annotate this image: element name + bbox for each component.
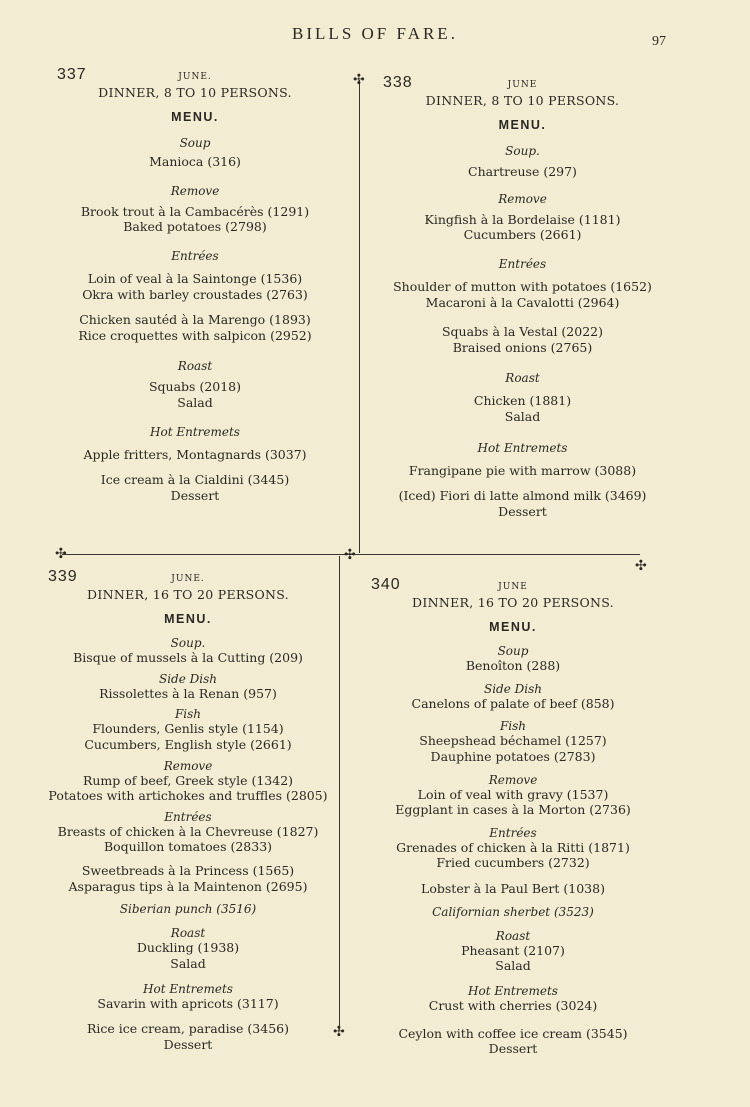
course-heading: Soup. xyxy=(170,636,206,650)
menu-dinner: DINNER, 16 TO 20 PERSONS. xyxy=(412,595,614,610)
menu-item: Sweetbreads à la Princess (1565) xyxy=(81,863,295,878)
menu-title: MENU. xyxy=(164,612,212,626)
menu-item: Flounders, Genlis style (1154) xyxy=(92,721,284,737)
menu-item: Eggplant in cases à la Morton (2736) xyxy=(395,802,631,818)
menu-item: Okra with barley croustades (2763) xyxy=(82,286,308,302)
menu-item: Salad xyxy=(495,958,531,974)
menu-item: Boquillon tomatoes (2833) xyxy=(103,839,273,855)
menu-dinner: DINNER, 8 TO 10 PERSONS. xyxy=(98,85,292,100)
menu-item: Chartreuse (297) xyxy=(468,164,577,179)
menu-339 xyxy=(28,568,348,1052)
page-header: BILLS OF FARE. xyxy=(292,24,458,43)
menu-item: Macaroni à la Cavalotti (2964) xyxy=(425,294,620,310)
menu-item: Rump of beef, Greek style (1342) xyxy=(82,772,294,788)
menu-month: JUNE xyxy=(507,80,538,90)
menu-item: Salad xyxy=(177,395,213,410)
menu-month: JUNE xyxy=(498,582,528,592)
course-heading: Hot Entremets xyxy=(150,424,240,439)
menu-dinner: DINNER, 16 TO 20 PERSONS. xyxy=(87,587,289,602)
menu-item: Brook trout à la Cambacérès (1291) xyxy=(80,203,310,219)
menu-item: Manioca (316) xyxy=(149,154,241,169)
menu-340 xyxy=(358,576,668,1057)
menu-item: Sheepshead béchamel (1257) xyxy=(419,733,607,749)
course-heading: Hot Entremets xyxy=(143,981,233,996)
ornament-center: ✣ xyxy=(344,547,356,563)
menu-item: Squabs à la Vestal (2022) xyxy=(441,324,603,340)
menu-number: 338 xyxy=(383,74,413,91)
course-heading: Roast xyxy=(170,926,206,941)
course-heading: Remove xyxy=(170,183,220,198)
menu-item: Salad xyxy=(170,955,206,971)
course-heading: Roast xyxy=(177,359,213,374)
menu-item: Breasts of chicken à la Chevreuse (1827) xyxy=(57,823,319,839)
menu-item: Cucumbers, English style (2661) xyxy=(84,736,292,752)
menu-item: Dessert xyxy=(163,1036,213,1052)
menu-month: JUNE. xyxy=(178,72,212,82)
menu-number: 339 xyxy=(48,568,78,585)
course-heading: Roast xyxy=(495,928,531,943)
course-heading: Fish xyxy=(174,707,202,722)
menu-item: (Iced) Fiori di latte almond milk (3469) xyxy=(398,488,647,504)
course-heading: Entrées xyxy=(171,248,219,263)
menu-item: Loin of veal à la Saintonge (1536) xyxy=(87,270,303,286)
menu-338 xyxy=(370,74,675,520)
menu-item: Crust with cherries (3024) xyxy=(428,997,598,1013)
menu-item: Dauphine potatoes (2783) xyxy=(430,748,596,764)
menu-month: JUNE. xyxy=(171,574,205,584)
menu-number: 337 xyxy=(57,66,87,83)
menu-item: Ice cream à la Cialdini (3445) xyxy=(100,472,290,488)
menu-item: Canelons of palate of beef (858) xyxy=(411,695,615,711)
course-heading: Remove xyxy=(488,772,538,787)
menu-item: Salad xyxy=(504,409,541,424)
menu-item: Pheasant (2107) xyxy=(461,942,565,958)
menu-item: Chicken sautéd à la Marengo (1893) xyxy=(79,312,311,328)
ornament-left: ✣ xyxy=(55,546,67,562)
menu-item: Frangipane pie with marrow (3088) xyxy=(408,462,637,478)
ornament-bottom: ✣ xyxy=(333,1024,345,1040)
menu-title: MENU. xyxy=(498,118,547,132)
menu-item: Dessert xyxy=(498,503,547,519)
course-heading: Side Dish xyxy=(158,671,217,686)
course-heading: Entrées xyxy=(164,809,212,824)
menu-item: Potatoes with artichokes and truffles (2805) xyxy=(48,788,328,804)
course-heading: Soup xyxy=(179,136,211,150)
menu-item: Grenades of chicken à la Ritti (1871) xyxy=(396,839,630,855)
menu-item: Braised onions (2765) xyxy=(452,339,593,355)
menu-item: Chicken (1881) xyxy=(473,393,572,409)
menu-item: Rice croquettes with salpicon (2952) xyxy=(78,327,312,343)
menu-item: Rissolettes à la Renan (957) xyxy=(99,685,277,701)
vertical-divider-top xyxy=(359,80,360,553)
menu-item: Dessert xyxy=(488,1041,538,1057)
course-heading: Siberian punch (3516) xyxy=(119,902,257,917)
course-heading: Soup. xyxy=(505,144,540,158)
menu-item: Dessert xyxy=(170,487,220,503)
course-heading: Remove xyxy=(163,758,213,773)
menu-item: Ceylon with coffee ice cream (3545) xyxy=(398,1025,628,1041)
menu-item: Rice ice cream, paradise (3456) xyxy=(86,1021,289,1037)
course-heading: Fish xyxy=(499,719,527,734)
course-heading: Roast xyxy=(505,371,540,386)
menu-item: Squabs (2018) xyxy=(148,379,242,395)
menu-item: Bisque of mussels à la Cutting (209) xyxy=(73,650,303,665)
ornament-top: ✣ xyxy=(353,72,365,88)
menu-item: Apple fritters, Montagnards (3037) xyxy=(83,446,307,462)
menu-item: Lobster à la Paul Bert (1038) xyxy=(421,881,605,896)
menu-item: Shoulder of mutton with potatoes (1652) xyxy=(393,278,652,294)
course-heading: Californian sherbet (3523) xyxy=(432,904,594,919)
course-heading: Remove xyxy=(498,191,547,206)
course-heading: Side Dish xyxy=(483,681,542,696)
menu-item: Asparagus tips à la Maintenon (2695) xyxy=(68,878,308,894)
menu-item: Duckling (1938) xyxy=(136,940,240,956)
course-heading: Hot Entremets xyxy=(468,983,558,998)
menu-dinner: DINNER, 8 TO 10 PERSONS. xyxy=(425,93,620,108)
menu-item: Loin of veal with gravy (1537) xyxy=(417,786,609,802)
menu-item: Kingfish à la Bordelaise (1181) xyxy=(424,211,621,227)
menu-item: Savarin with apricots (3117) xyxy=(97,995,279,1011)
course-heading: Soup xyxy=(497,644,529,658)
course-heading: Hot Entremets xyxy=(477,440,568,455)
menu-number: 340 xyxy=(371,576,401,593)
menu-item: Benoîton (288) xyxy=(465,658,561,673)
menu-item: Baked potatoes (2798) xyxy=(123,219,267,235)
menu-item: Cucumbers (2661) xyxy=(463,227,582,243)
menu-item: Fried cucumbers (2732) xyxy=(436,855,590,871)
menu-title: MENU. xyxy=(171,110,219,124)
menu-337 xyxy=(40,66,350,504)
course-heading: Entrées xyxy=(489,825,537,840)
course-heading: Entrées xyxy=(498,256,547,271)
page-number: 97 xyxy=(652,34,666,49)
menu-title: MENU. xyxy=(489,620,537,634)
ornament-right: ✣ xyxy=(635,558,647,574)
